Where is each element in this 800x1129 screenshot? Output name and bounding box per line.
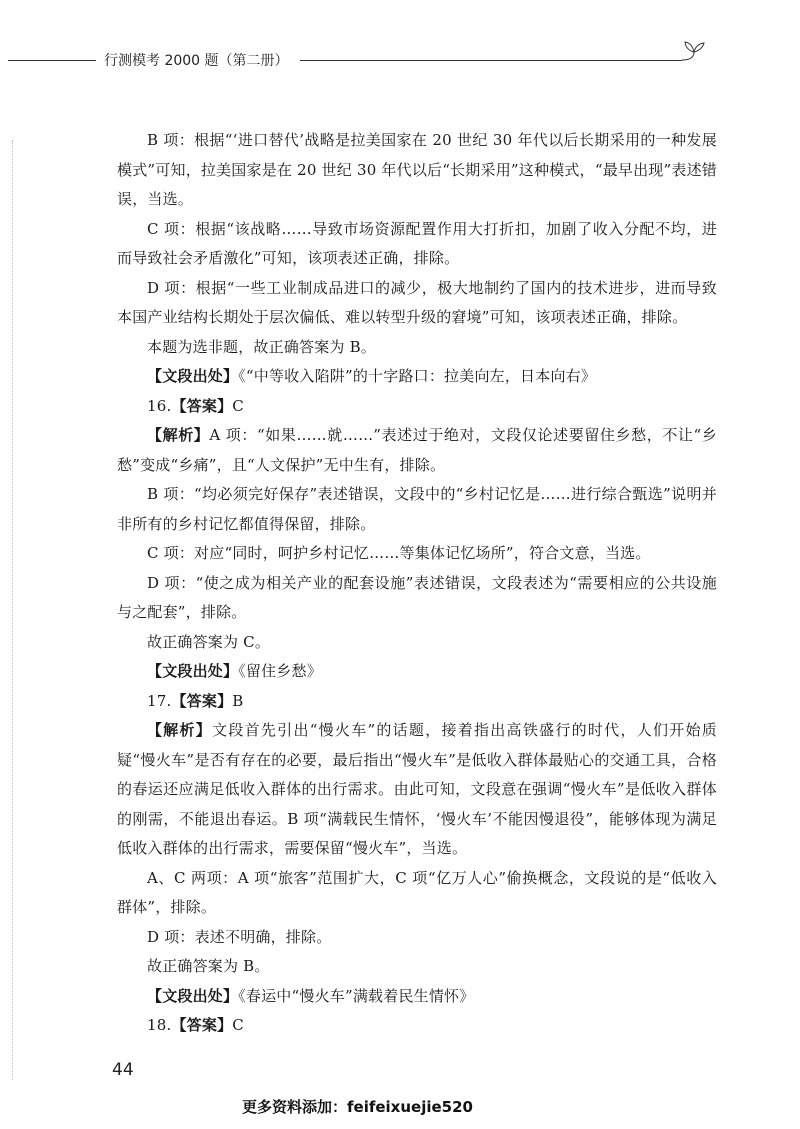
paragraph-text: 文段首先引出“慢火车”的话题，接着指出高铁盛行的时代，人们开始质疑“慢火车”是否有存在的必要，最后指出“慢火车”是低收入群体最贴心的交通工具，合格的春运还应满足低收入群体的出行需求。由此可知，文段意在强调“慢火车”是低收入群体的刚需，不能退出春运。B 项“满载民生情怀，‘慢火车’不能因慢退役”，能够体现为满足低收入群体的出行需求，需要保留“慢火车”，当选。 (117, 721, 717, 857)
paragraph (117, 215, 717, 274)
paragraph (117, 480, 717, 539)
paragraph (117, 952, 717, 982)
paragraph-text: D 项：“使之成为相关产业的配套设施”表述错误，文段表述为“需要相应的公共设施与之配套”，排除。 (117, 573, 717, 621)
footer-note: 更多资料添加：feifeixuejie520 (242, 1098, 473, 1116)
source-text: 《“中等收入陷阱”的十字路口：拉美向左，日本向右》 (238, 367, 597, 385)
running-header (0, 48, 800, 72)
explanation-body (117, 126, 717, 1041)
page-number: 44 (112, 1060, 134, 1080)
analysis-paragraph (117, 716, 717, 864)
analysis-label: 【解析】 (147, 426, 210, 444)
paragraph-text: 本题为选非题，故正确答案为 B。 (147, 337, 376, 356)
source-line (117, 982, 717, 1012)
paragraph (117, 923, 717, 953)
paragraph-text: A、C 两项：A 项“旅客”范围扩大，C 项“亿万人心”偷换概念，文段说的是“低收入群体”，排除。 (117, 868, 717, 916)
analysis-label: 【解析】 (147, 721, 213, 739)
header-rule-right (300, 60, 682, 61)
paragraph (117, 864, 717, 923)
answer-label: 【答案】 (171, 691, 233, 710)
source-line (117, 362, 717, 392)
paragraph-text: B 项：“均必须完好保存”表述错误，文段中的“乡村记忆是……进行综合甄选”说明并非所有的乡村记忆都值得保留，排除。 (117, 485, 717, 533)
question-number: 17. (147, 691, 172, 710)
paragraph (117, 539, 717, 569)
paragraph (117, 628, 717, 658)
analysis-paragraph (117, 421, 717, 480)
source-label: 【文段出处】 (147, 662, 239, 680)
source-label: 【文段出处】 (147, 986, 239, 1005)
answer-value: B (232, 691, 244, 710)
paragraph-text: A 项：“如果……就……”表述过于绝对，文段仅论述要留住乡愁，不让“乡愁”变成“乡痛”，且“人文保护”无中生有，排除。 (117, 426, 717, 474)
source-line (117, 657, 717, 687)
paragraph-text: D 项：表述不明确，排除。 (147, 927, 332, 946)
answer-line (117, 392, 717, 422)
margin-dots (12, 140, 14, 1080)
paragraph-text: C 项：根据“该战略……导致市场资源配置作用大打折扣，加剧了收入分配不均，进而导致社会矛盾激化”可知，该项表述正确，排除。 (117, 219, 717, 267)
question-number: 16. (147, 396, 172, 415)
answer-label: 【答案】 (171, 1016, 233, 1034)
paragraph-text: 故正确答案为 B。 (147, 957, 270, 975)
source-text: 《留住乡愁》 (238, 662, 322, 680)
source-label: 【文段出处】 (147, 367, 239, 385)
sprout-icon (680, 38, 708, 64)
paragraph (117, 274, 717, 333)
source-text: 《春运中“慢火车”满载着民生情怀》 (238, 986, 475, 1005)
question-number: 18. (147, 1016, 172, 1034)
paragraph-text: 故正确答案为 C。 (147, 632, 271, 651)
header-rule-left (8, 60, 96, 61)
answer-line (117, 687, 717, 717)
paragraph-text: B 项：根据“‘进口替代’战略是拉美国家在 20 世纪 30 年代以后长期采用的一种发展模式”可知，拉美国家是在 20 世纪 30 年代以后“长期采用”这种模式，“最早出现”表述错误，当选。 (117, 131, 717, 208)
paragraph (117, 569, 717, 628)
paragraph (117, 126, 717, 215)
paragraph-text: C 项：对应“同时，呵护乡村记忆……等集体记忆场所”，符合文意，当选。 (147, 544, 651, 562)
answer-value: C (232, 1016, 244, 1034)
paragraph-text: D 项：根据“一些工业制成品进口的减少，极大地制约了国内的技术进步，进而导致本国产业结构长期处于层次偏低、难以转型升级的窘境”可知，该项表述正确，排除。 (117, 278, 717, 326)
book-title: 行测模考 2000 题（第二册） (104, 53, 289, 69)
answer-line (117, 1011, 717, 1041)
answer-label: 【答案】 (171, 396, 233, 415)
answer-value: C (232, 396, 244, 415)
paragraph (117, 333, 717, 363)
